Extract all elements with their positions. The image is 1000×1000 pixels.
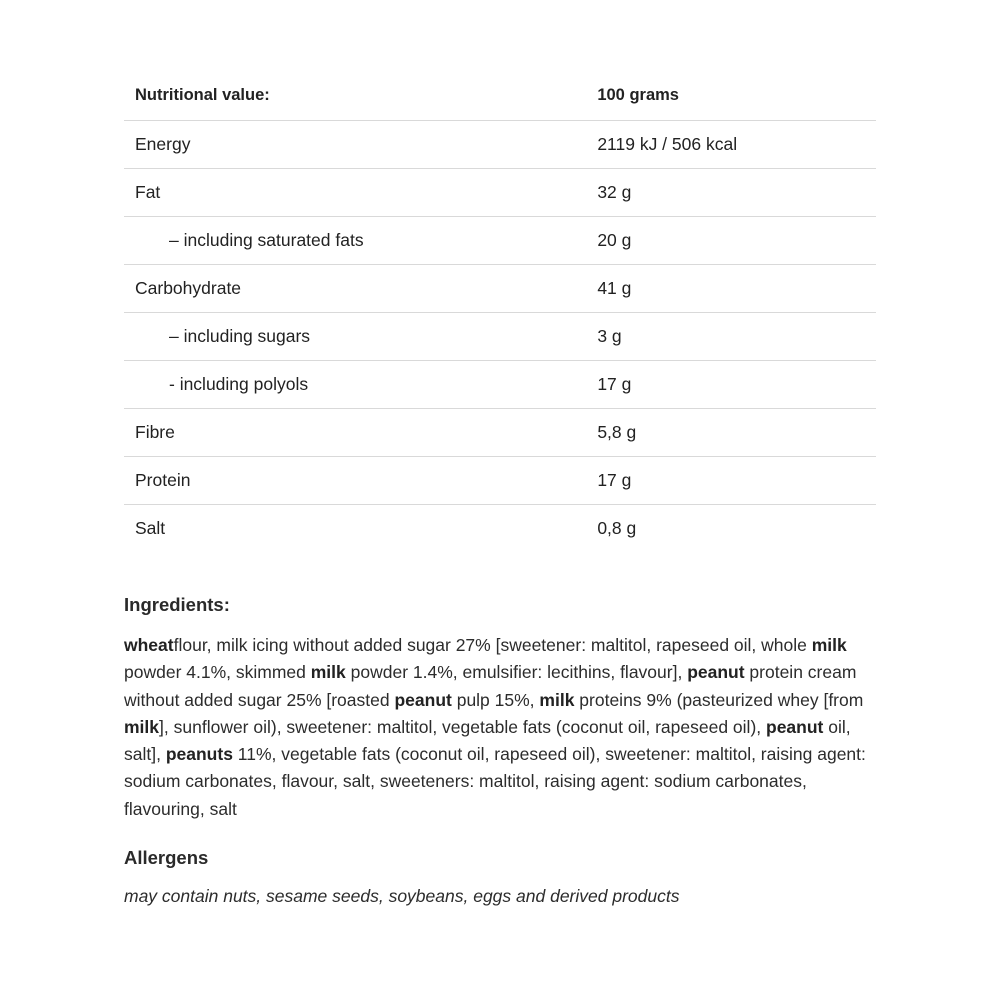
header-label: Nutritional value: (135, 86, 270, 105)
row-value: 3 g (597, 312, 876, 360)
row-label: Protein (124, 456, 597, 504)
row-value: 17 g (597, 360, 876, 408)
row-label: – including sugars (124, 312, 597, 360)
ingredients-segment: proteins 9% (pasteurized whey [from (574, 689, 864, 710)
allergen-highlight: peanut (687, 662, 745, 683)
table-row (124, 504, 876, 552)
table-row (124, 216, 876, 264)
table-row (124, 408, 876, 456)
row-label: – including saturated fats (124, 216, 597, 264)
nutrition-table (124, 72, 876, 552)
table-header-row (124, 72, 876, 120)
row-label: Fat (124, 168, 597, 216)
ingredients-segment: protein cream without added sugar 25% [roasted (124, 662, 857, 710)
row-value: 5,8 g (597, 408, 876, 456)
header-value: 100 grams (597, 86, 679, 105)
ingredients-segment: pulp 15%, (451, 689, 540, 710)
allergen-highlight: peanut (394, 689, 452, 710)
allergen-highlight: peanut (766, 716, 824, 737)
row-value: 2119 kJ / 506 kcal (597, 120, 876, 168)
table-row (124, 168, 876, 216)
row-label: - including polyols (124, 360, 597, 408)
ingredients-segment: oil, salt], (124, 716, 851, 765)
row-label: Salt (124, 504, 597, 552)
row-value: 20 g (597, 216, 876, 264)
row-value: 17 g (597, 456, 876, 504)
allergen-highlight: milk (539, 689, 575, 710)
row-label: Carbohydrate (124, 264, 597, 312)
ingredients-segment: 11%, vegetable fats (coconut oil, rapeseed oil), sweetener: maltitol, raising agent: sodium carbonates, flavour, salt, sweeteners: maltitol, raising agent: sodium carbonates, flavouring, salt (124, 744, 866, 819)
ingredients-segment: powder 1.4%, emulsifier: lecithins, flavour], (345, 662, 688, 683)
row-label: Energy (124, 120, 597, 168)
allergen-highlight: peanuts (165, 744, 233, 765)
ingredients-heading: Ingredients: (124, 594, 230, 615)
table-row (124, 120, 876, 168)
row-label: Fibre (124, 408, 597, 456)
row-value: 41 g (597, 264, 876, 312)
allergen-highlight: milk (310, 662, 346, 683)
ingredients-text (124, 632, 884, 823)
ingredients-segment: flour, milk icing without added sugar 27% [sweetener: maltitol, rapeseed oil, whole (173, 635, 812, 655)
ingredients-segment: ], sunflower oil), sweetener: maltitol, vegetable fats (coconut oil, rapeseed oil), (159, 716, 766, 737)
ingredients-segment: powder 4.1%, skimmed (124, 662, 311, 683)
allergen-highlight: milk (124, 716, 160, 737)
row-value: 32 g (597, 168, 876, 216)
table-row (124, 360, 876, 408)
allergens-heading: Allergens (124, 847, 209, 868)
row-value: 0,8 g (597, 504, 876, 552)
allergens-text: may contain nuts, sesame seeds, soybeans, eggs and derived products (124, 886, 680, 906)
allergen-highlight: wheat (124, 635, 174, 655)
table-row (124, 456, 876, 504)
table-row (124, 264, 876, 312)
allergen-highlight: milk (811, 635, 847, 655)
table-row (124, 312, 876, 360)
